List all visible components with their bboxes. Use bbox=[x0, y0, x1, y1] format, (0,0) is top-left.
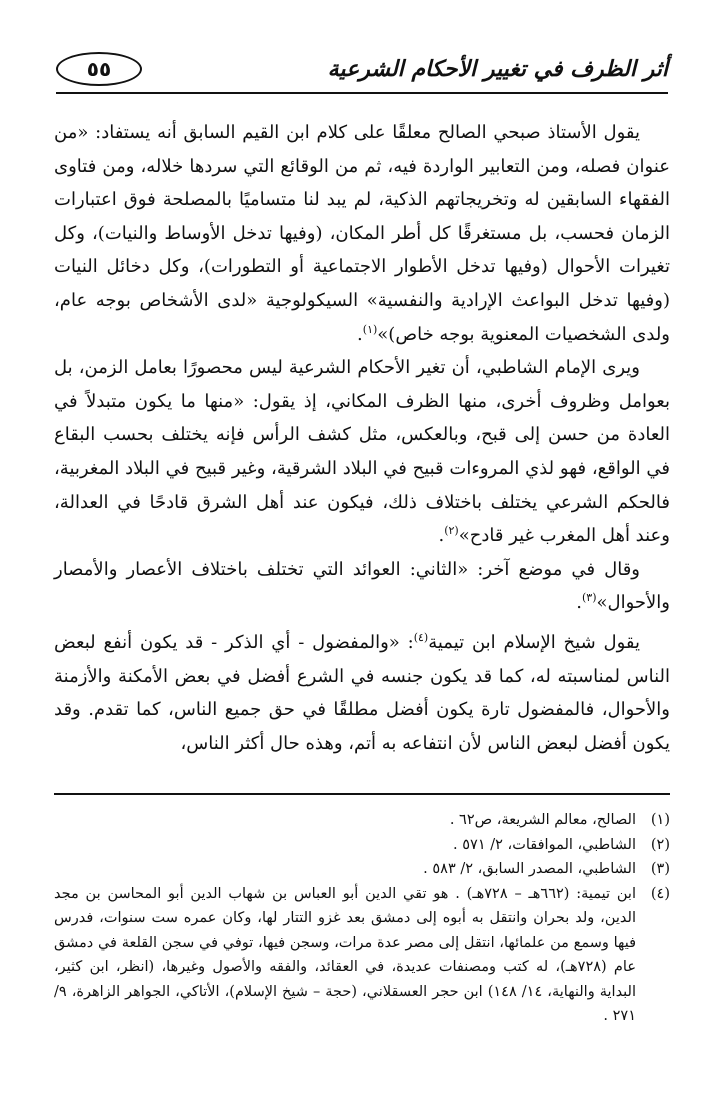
footnote-ref: (١) bbox=[362, 322, 378, 336]
footnote-ref: (٣) bbox=[582, 591, 597, 605]
paragraph bbox=[54, 626, 670, 760]
paragraph-text: يقول شيخ الإسلام ابن تيمية bbox=[428, 631, 641, 653]
page-number-oval bbox=[56, 52, 142, 86]
page-number: ٥٥ bbox=[86, 57, 112, 81]
footnote-ref: (٢) bbox=[444, 524, 459, 538]
main-text bbox=[54, 116, 670, 760]
footnote-text: ابن تيمية: (٦٦٢هـ – ٧٢٨هـ) . هو تقي الدين أبو العباس بن شهاب الدين أبو المحاسن بن مجد الدين، ولد بحران وانتقل به أبوه إلى دمشق بعد غزو التتار لها، وكان عمره ست سنوات، فدرس فيها وسمع من علمائها، انتقل إلى مصر عدة مرات، وسجن فيها، توفي في سجن القلعة في دمشق عام (٧٢٨هـ)، له كتب ومصنفات عديدة، في العقائد، والفقه والأصول وغيرها، (انظر، ابن كثير، البداية والنهاية، ١٤/ ١٤٨) ابن حجر العسقلاني، (حجة – شيخ الإسلام)، الأتاكي، الجواهر الزاهرة، ٩/ ٢٧١ . bbox=[54, 885, 636, 1024]
paragraph-text: يقول الأستاذ صبحي الصالح معلقًا على كلام ابن القيم السابق أنه يستفاد: «من عنوان فصله، ومن التعابير الواردة فيه، ثم من الوقائع التي سردها خلاله، ومن فتاوى الفقهاء السابقين له وتخريجاتهم الذكية، لم يبد لنا متساميًا بالمصلحة فوق اعتبارات الزمان فحسب، بل مستغرقًا كل أطر المكان، (وفيها تدخل الأوساط والنيات)، وكل تغيرات الأحوال (وفيها تدخل الأطوار الاجتماعية أو التطورات)، وكل دخائل النيات (وفيها تدخل البواعث الإرادية والنفسية» السيكولوجية «لدى الأشخاص بوجه عام، ولدى الشخصيات المعنوية بوجه خاص)» bbox=[54, 122, 670, 345]
footnote-text: الشاطبي، المصدر السابق، ٢/ ٥٨٣ . bbox=[423, 861, 636, 877]
paragraph bbox=[54, 116, 670, 351]
footnote-number: (١) bbox=[650, 812, 670, 828]
footnote-number: (٢) bbox=[650, 836, 670, 853]
running-header-title: أثر الظرف في تغيير الأحكام الشرعية bbox=[327, 56, 668, 82]
footnote-number: (٣) bbox=[650, 861, 670, 877]
footnote-text: الشاطبي، الموافقات، ٢/ ٥٧١ . bbox=[453, 836, 636, 853]
footnote-text: الصالح، معالم الشريعة، ص٦٢ . bbox=[449, 812, 636, 828]
footnote bbox=[54, 808, 670, 833]
paragraph-tail: . bbox=[576, 592, 582, 614]
paragraph-tail: . bbox=[357, 323, 363, 345]
paragraph bbox=[54, 553, 670, 620]
paragraph-text: وقال في موضع آخر: «الثاني: العوائد التي تختلف باختلاف الأعصار والأمصار والأحوال» bbox=[54, 558, 670, 614]
paragraph-tail: : «والمفضول - أي الذكر - قد يكون أنفع لبعض الناس لمناسبته له، كما قد يكون جنسه في الشرع أفضل في بعض الأمكنة والأزمنة والأحوال، فالمفضول تارة يكون أفضل مطلقًا في حق جميع الناس، كما تقدم. وقد يكون أفضل لبعض الناس لأن انتفاعه به أتم، وهذه حال أكثر الناس، bbox=[54, 631, 670, 754]
footnote bbox=[54, 833, 670, 858]
paragraph bbox=[54, 351, 670, 553]
paragraph-text: ويرى الإمام الشاطبي، أن تغير الأحكام الشرعية ليس محصورًا بعامل الزمن، بل بعوامل وظروف أخرى، منها الظرف المكاني، إذ يقول: «منها ما يكون متبدلاً في العادة من حسن إلى قبح، وبالعكس، مثل كشف الرأس فإنه يختلف بحسب البقاع في الواقع، فهو لذي المروءات قبيح في البلاد الشرقية، وغير قبيح في البلاد المغربية، فالحكم الشرعي يختلف باختلاف ذلك، فيكون عند أهل الشرق قادحًا في العدالة، وعند أهل المغرب غير قادح» bbox=[54, 357, 670, 547]
footnote bbox=[54, 857, 670, 882]
header-rule bbox=[56, 92, 668, 94]
paragraph-tail: . bbox=[438, 525, 445, 547]
running-header bbox=[56, 52, 668, 96]
footnote-separator bbox=[54, 793, 670, 795]
footnotes bbox=[54, 808, 670, 1029]
footnote-ref: (٤) bbox=[413, 630, 429, 644]
footnote bbox=[54, 882, 670, 1029]
footnote-number: (٤) bbox=[650, 885, 670, 902]
